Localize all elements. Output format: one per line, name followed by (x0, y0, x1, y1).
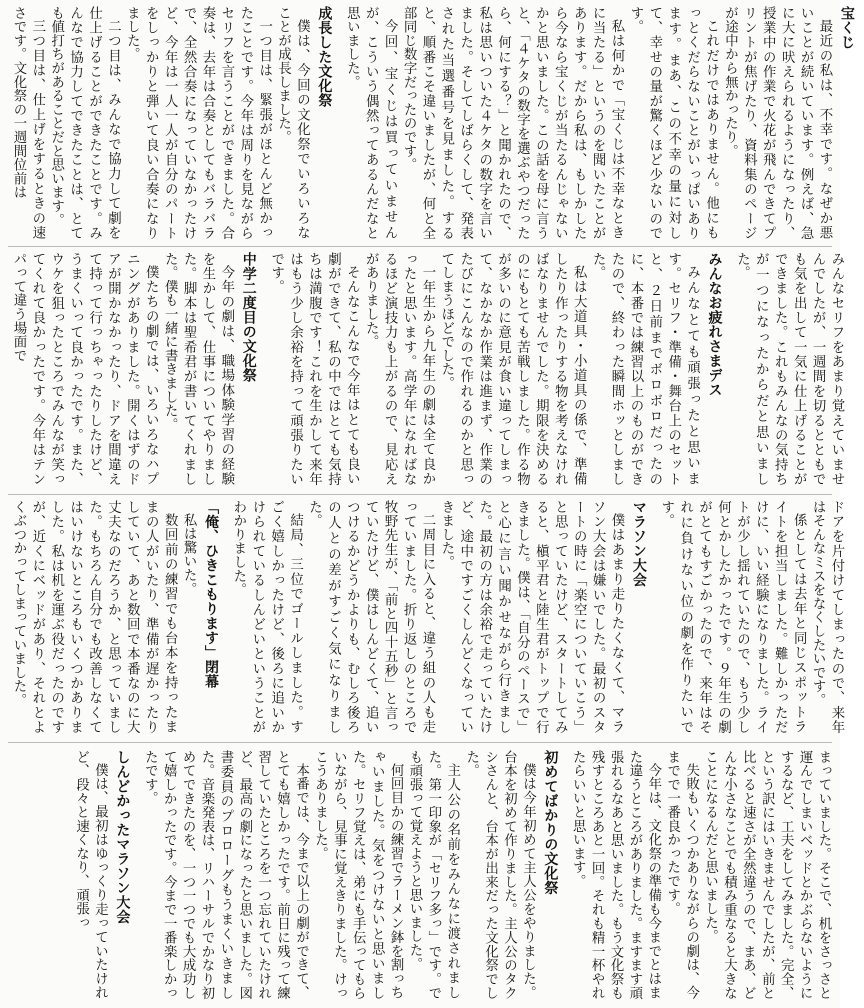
essay-paragraph: 一つ目は、緊張がほとんど無かったことです。今年は周りを見ながらセリフを言うことができました。合奏は、去年は合奏としてもバラバラで、全然合奏になっていなかったけど、今年は一人一人が自分のパートをしっかりと弾いて良い合奏になりました。 (124, 6, 272, 240)
essay (567, 750, 832, 1000)
essay-title: しんどかったマラソン大会 (114, 750, 131, 924)
essay-paragraph: 係としては去年と同じスポットライトを担当しました。難しかっただけに、いい経験になりました。ライトが少し揺れていたので、もう少し何とかしたかったです。９年生の劇がとてもすごかったので、来年はそれに負けない位の劇を作りたいです。 (658, 500, 807, 734)
tier-divider (8, 494, 832, 495)
essay-paragraph: 僕は、今回の文化祭でいろいろなことが成長しました。 (275, 6, 310, 240)
essay-paragraph: 何回目かの練習でラーメン鉢を割っちゃいました。気をつけないと思いました。セリフ覚えは、弟にも手伝ってもらいながら、見事に覚えきりました。けっこうありました。 (312, 750, 404, 1000)
essay-paragraph: 僕は、最初はゆっくり走っていたけれど、段々と速くなり、頑張っ (73, 750, 108, 1000)
tier-divider (8, 742, 832, 743)
essay (8, 6, 333, 240)
essay-paragraph: 最近の私は、不幸です。なぜか悪いことが続いています。例えば、急に大に吠えられるようになったり、授業中の作業で火花が飛んできてプリントが焦げたり、資料集のページが途中から無かったり。 (722, 6, 832, 240)
essay-paragraph: ドアを片付けてしまったので、来年はそんなミスをなくしたいです。 (810, 500, 844, 734)
essay-paragraph: 僕たちの劇では、いろいろなハプニングがありました。開くはずのドアが開かなかったり、ドアを間違えて持って行っちゃったりしたけど、うまくいって良かったです。また、ウケを狙ったところでみんなが笑ってくれて良かったです。今年はテンパって違う場面で (10, 252, 159, 486)
essay (341, 6, 855, 240)
essay-title: 初めてばかりの文化祭 (542, 750, 559, 895)
essay-paragraph: そんなこんなで今年はとても良い劇ができて、私の中ではとても気持ちは満腹です！これを生かして来年はもう少し余裕を持って頑張りたいです。 (268, 252, 360, 486)
essay-paragraph: 数回前の練習でも台本を持ったままの人がいたり、準備が遅かったりしていて、あと数回で本番なのに大丈夫なのだろうか、と思っていました。もちろん自分でも改善しなくてはいけないところもいくつかありました。私は机を運ぶ役だったのですが、近くにベッドがあり、それとよくぶつかってしまっていました。 (10, 500, 178, 734)
essay-paragraph: 僕はあまり走りたくなくて、マラソン大会は嫌いでした。最初のスタートの時に「楽空についていこう」と思っていたけど、スタートしてみると、槇平君と陸生君がトップで行きました。僕は、「自分のペースで」と心に言い聞かせながら行きました。最初の方は余裕で走っていたけど、途中ですごくしんどくなっていきました。 (438, 500, 624, 734)
essay (732, 252, 845, 486)
essay-title: 「俺、ひきこもります」閉幕 (202, 500, 219, 689)
essay-title: 宝くじ (838, 6, 855, 50)
essay-paragraph: 私は驚いた。 (181, 513, 197, 597)
essay-title: みんなお疲れさまデス (706, 252, 723, 397)
essay-paragraph: 結局、三位でゴールしました。すごく嬉しかったけど、後ろに追いかけられているしんどいということがわかりました。 (230, 500, 303, 734)
essay-paragraph: 今年は、文化祭の準備も今までとはまた違うところがありました。ますます頑張れるなあと思いました。もう文化祭も残すところあと一回。それも精一杯やれたらいいと思います。 (570, 750, 661, 1000)
essay-paragraph: 今年の劇は、職場体験学習の経験を生かして、仕事についてやりました。脚本は聖希君が書いてくれました。僕も一緒に書きました。 (162, 252, 234, 486)
essay (266, 252, 724, 486)
essay-paragraph: 一年生から九年生の劇は全て良かったと思います。高学年になればなるほど演技力も上がるので、見応えがありました。 (363, 252, 435, 486)
essay-paragraph: これだけではありません。他にもっとくだらないことがいっぱいあります。まあ、この不幸の量に対して、幸せの量が驚くほど少ないのです。 (627, 6, 719, 240)
essay-paragraph: まっていました。そこで、机をさっさと運んでしまいベッドとかぶらないようにするなど、工夫をしてみました。完全、という訳にはいきませんでしたが、前と比べると速さが全然違うので、まあ、どんな小さなことでも積み重なると大きなことになるんだと思いました。 (702, 750, 831, 1000)
essay-paragraph: 二つ目は、みんなで協力して劇を仕上げることができたことです。みんなで協力してできたことは、とても値打ちがあることだと思います。 (48, 6, 121, 240)
essay-paragraph: 失敗もいくつかありながらの劇は、今までで一番良かったです。 (664, 750, 699, 1000)
essay (656, 500, 845, 734)
essay-title: マラソン大会 (630, 500, 647, 587)
essay-paragraph: 私は大道具・小道具の係で、準備したり作ったりする物を考えなければなりませんでした。期限を決めるのにもとても苦戦しました。作る物が多いのに意見が食い違ってしまって、なかなか作業は進まず、作業のたびにこんなので作れるのかと思ってしまうほどでした。 (438, 252, 587, 486)
column-tier-2 (8, 252, 844, 486)
essay (228, 500, 648, 734)
essay-paragraph: 今回、宝くじは買っていませんが、こういう偶然ってあるんだなと思いました。 (344, 6, 398, 240)
column-tier-3 (8, 500, 844, 734)
essay-paragraph: みんなとても頑張ったと思います。セリフ・準備・舞台上のセットと、２日前までボロボロだったのに、本番では練習以上のものができたので、終わった瞬間ホッとしました。 (590, 252, 700, 486)
essay (139, 750, 559, 1000)
tier-divider (8, 246, 832, 247)
essay-paragraph: 三つ目は、仕上げをするときの速さです。文化祭の一週間位前は (10, 6, 45, 240)
essay (8, 252, 258, 486)
essay-title: 成長した文化祭 (316, 6, 333, 108)
essay (71, 750, 132, 1000)
essay-paragraph: 二周目に入ると、違う組の人も走っていました。折り返しのところで牧野先生が、「前と四十五秒」と言っていたけど、僕はしんどくて、追いつけるかどうかよりも、むしろ後ろの人との差がすごく気になりました。 (306, 500, 435, 734)
essay (8, 500, 220, 734)
essay-paragraph: 本番では、今まで以上の劇ができて、とても嬉しかったです。前日に残って練習していたところを一つ忘れていたけれど、最高の劇になったと思いました。図書委員のプロローグもうまくいきました。音楽発表は、リハーサルでかなり初めてできたのを、一つ一つでも大成功して嬉しかったです。今まで一番楽しかったです。 (142, 750, 309, 1000)
essay-paragraph: 僕は今年初めて主人公をやりました。台本を初めて作りました。主人公のタクシさんと、台本が出来だった文化祭でした。 (463, 750, 536, 1000)
essay-paragraph: 主人公の名前をみんなに渡されました。第一印象が「セリフ多っ」です。でも頑張って覚えようと思いました。 (406, 750, 460, 1000)
essay-paragraph: みんなセリフをあまり覚えていませんでしたが、一週間を切るとともでも気を出して一気に仕上げることができました。これもみんなの気持ちが一つになったからだと思いました。 (734, 252, 844, 486)
essay-title: 中学二度目の文化祭 (240, 252, 257, 383)
column-tier-1 (8, 6, 855, 240)
essay-paragraph: 私は何かで「宝くじは不幸なときに当たる」というのを聞いたことがあります。だから私は、もしかしたら今なら宝くじが当たるんじゃないかと思いました。この話を母に言うと、「４ケタの数字を選ぶやつだったら、何にする？」と聞かれたので、私は思いついた４ケタの数字を言いました。そしてしばらくして、発表された当選番号を見ました。すると、順番こそ違いましたが、何と全部同じ数字だったのです。 (401, 6, 624, 240)
column-tier-4 (8, 750, 832, 1000)
